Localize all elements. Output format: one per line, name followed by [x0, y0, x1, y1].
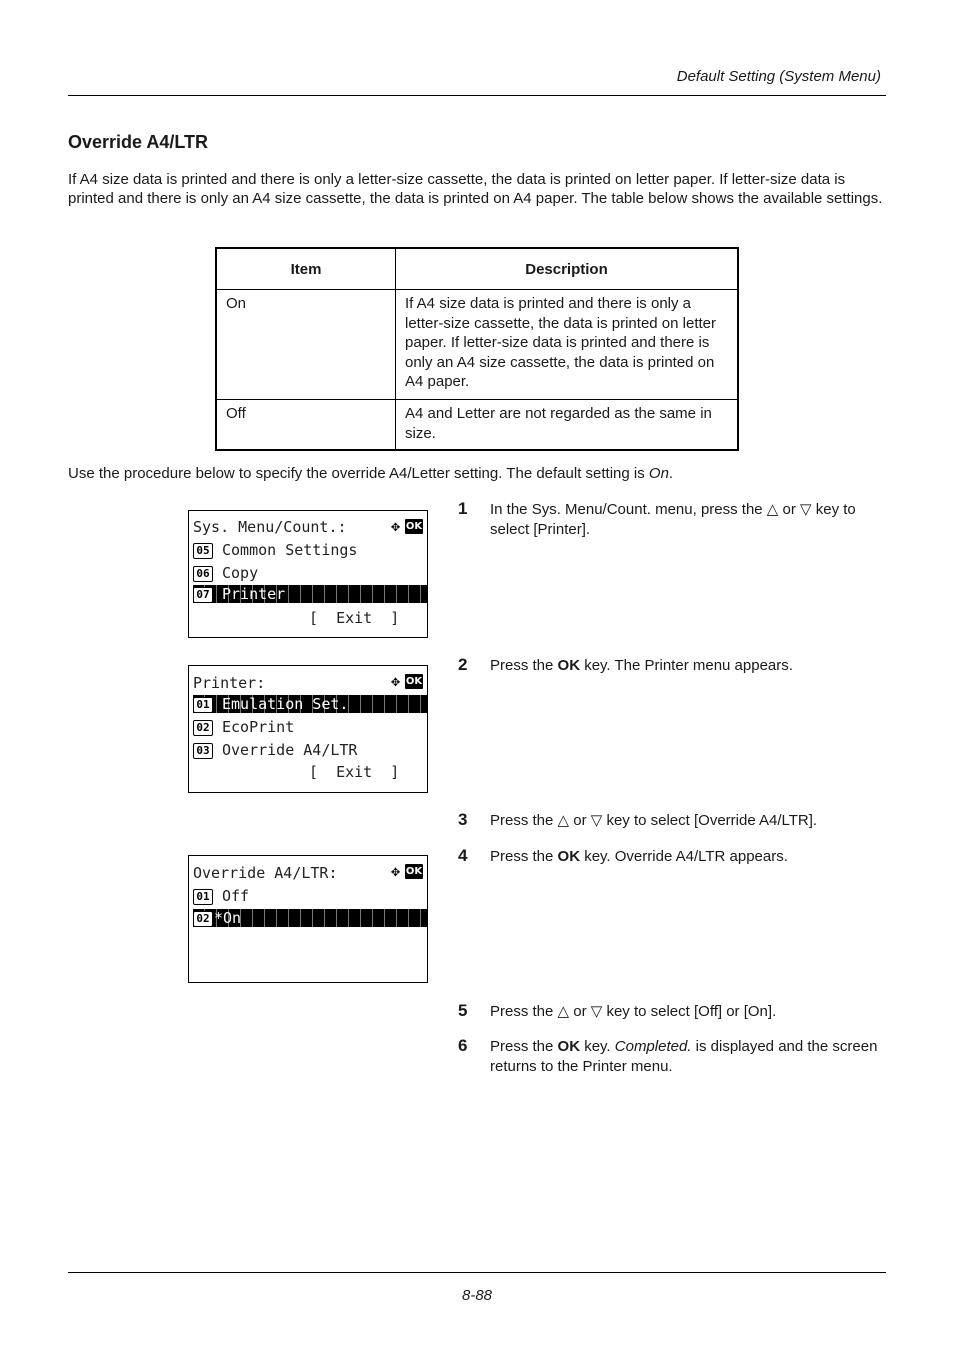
step-number: 5 — [458, 1001, 468, 1020]
item-number: 01 — [193, 889, 213, 905]
cell-description: A4 and Letter are not regarded as the same in size. — [396, 400, 739, 451]
item-label: Off — [222, 887, 250, 905]
procedure-prefix: Use the procedure below to specify the override A4/Letter setting. The default setting is — [68, 465, 649, 482]
intro-paragraph: If A4 size data is printed and there is only a letter-size cassette, the data is printed on letter paper. If letter-size data is printed and there is only an A4 size cassette, the data is printed on A4 paper. The table below shows the available settings. — [68, 171, 883, 207]
item-number: 02 — [193, 720, 213, 736]
step-text — [490, 656, 886, 676]
cell-description: If A4 size data is printed and there is only a letter-size cassette, the data is printed on letter paper. If letter-size data is printed and there is only an A4 size cassette, the data is printed on A4 paper. — [396, 290, 739, 400]
header-divider — [68, 95, 886, 96]
lcd-title: Override A4/LTR: — [193, 864, 338, 882]
lcd-title: Printer: — [193, 674, 266, 692]
item-number: 03 — [193, 743, 213, 759]
step-text: Press the △ or ▽ key to select [Off] or [On]. — [490, 1003, 777, 1020]
lcd-menu-item[interactable] — [193, 741, 427, 759]
ok-key-label: OK — [557, 1038, 581, 1055]
item-label: Common Settings — [222, 541, 358, 559]
item-number: 06 — [193, 566, 213, 582]
lcd-nav-icons — [391, 862, 423, 880]
ok-key-label: OK — [557, 848, 581, 865]
page-number: 8-88 — [461, 1287, 493, 1304]
step-text-part: is displayed and the screen returns to the Printer menu. — [490, 1038, 878, 1075]
lcd-menu-item[interactable] — [193, 718, 427, 736]
step-number: 1 — [458, 499, 468, 518]
step-text: In the Sys. Menu/Count. menu, press the △ or ▽ key to select [Printer]. — [490, 501, 856, 538]
exit-softkey[interactable]: [ Exit ] — [309, 609, 400, 627]
completed-message: Completed. — [614, 1038, 692, 1055]
lcd-screen-override — [188, 855, 428, 983]
table-row — [216, 400, 738, 451]
step-text — [490, 847, 886, 867]
lcd-menu-item-selected[interactable] — [193, 909, 427, 927]
lcd-menu-item[interactable] — [193, 887, 427, 905]
updown-arrow-icon: ✥ — [390, 672, 400, 690]
column-header-description: Description — [396, 248, 739, 290]
settings-table — [215, 247, 739, 451]
step-text-part: key. Override A4/LTR appears. — [580, 848, 788, 865]
lcd-screen-printer — [188, 665, 428, 793]
procedure-intro — [68, 465, 673, 482]
table-header-row — [216, 248, 738, 290]
step-text-part: Press the — [490, 848, 558, 865]
step-number: 4 — [458, 846, 468, 865]
item-label: Override A4/LTR — [222, 741, 358, 759]
exit-softkey[interactable]: [ Exit ] — [309, 763, 400, 781]
cell-item: On — [216, 290, 396, 400]
lcd-nav-icons — [391, 517, 423, 535]
procedure-suffix: . — [668, 465, 674, 482]
step-text-part: key. — [580, 1038, 615, 1055]
ok-key-label: OK — [557, 657, 581, 674]
item-number: 02 — [193, 911, 213, 927]
item-number: 05 — [193, 543, 213, 559]
step-number: 2 — [458, 655, 468, 674]
item-label: Emulation Set. — [222, 695, 349, 713]
lcd-menu-item[interactable] — [193, 541, 427, 559]
item-label: Printer — [222, 585, 286, 603]
step-text-part: key. The Printer menu appears. — [580, 657, 793, 674]
ok-icon: OK — [405, 520, 423, 532]
default-value: On — [648, 465, 669, 482]
step-number: 3 — [458, 810, 468, 829]
lcd-menu-item[interactable] — [193, 564, 427, 582]
item-number: 07 — [193, 587, 213, 603]
lcd-screen-sys-menu — [188, 510, 428, 638]
step-text-part: Press the — [490, 657, 558, 674]
lcd-title: Sys. Menu/Count.: — [193, 518, 347, 536]
lcd-menu-item-selected[interactable] — [193, 585, 427, 603]
item-label: Copy — [222, 564, 259, 582]
ok-icon: OK — [405, 865, 423, 877]
step-text — [490, 1037, 886, 1076]
section-title: Override A4/LTR — [68, 132, 209, 152]
step-number: 6 — [458, 1036, 468, 1055]
item-label: EcoPrint — [222, 718, 295, 736]
ok-icon: OK — [405, 675, 423, 687]
updown-arrow-icon: ✥ — [390, 517, 400, 535]
column-header-item: Item — [216, 248, 396, 290]
step-text-part: Press the — [490, 1038, 558, 1055]
table-row — [216, 290, 738, 400]
cell-item: Off — [216, 400, 396, 451]
item-number: 01 — [193, 697, 213, 713]
step-text: Press the △ or ▽ key to select [Override A4/LTR]. — [490, 812, 818, 829]
updown-arrow-icon: ✥ — [390, 862, 400, 880]
running-header: Default Setting (System Menu) — [676, 68, 881, 85]
footer-divider — [68, 1272, 886, 1273]
item-label: *On — [214, 909, 242, 927]
lcd-menu-item-selected[interactable] — [193, 695, 427, 713]
lcd-nav-icons — [391, 672, 423, 690]
